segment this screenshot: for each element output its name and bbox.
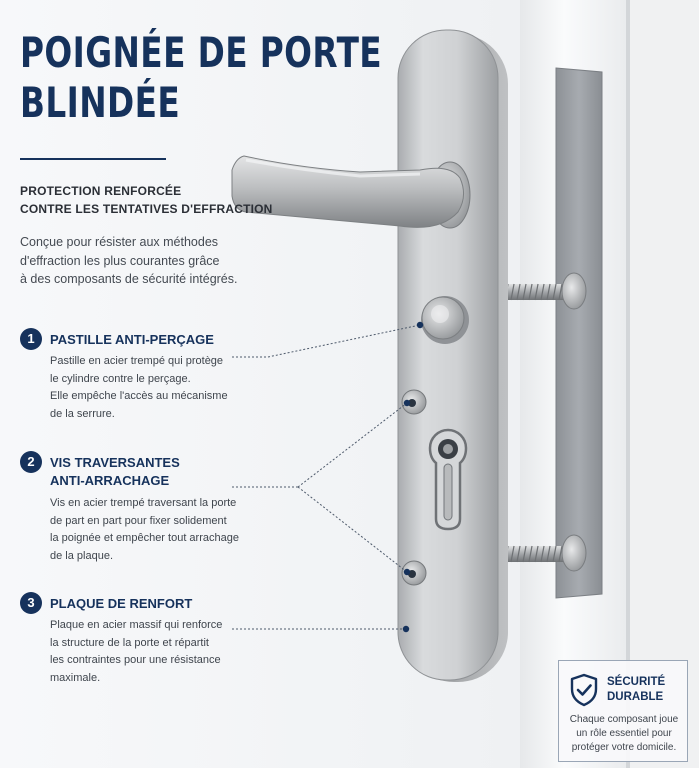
feature-title-line: PASTILLE ANTI-PERÇAGE — [50, 332, 214, 347]
intro-line: à des composants de sécurité intégrés. — [20, 272, 238, 286]
feature-description-line: la poignée et empêcher tout arrachage — [50, 532, 239, 544]
feature-title-line: PLAQUE DE RENFORT — [50, 596, 193, 611]
feature-title — [50, 331, 214, 349]
page-title-line: POIGNÉE DE PORTE — [20, 28, 383, 77]
feature-title — [50, 454, 180, 490]
feature-description-line: Pastille en acier trempé qui protège — [50, 355, 224, 367]
feature-number-badge: 3 — [20, 592, 42, 614]
info-box-description — [567, 713, 681, 755]
page-title-line: BLINDÉE — [20, 78, 181, 127]
feature-description-line: maximale. — [50, 671, 101, 684]
info-box-description-line: Chaque composant joue — [569, 714, 679, 725]
shield-check-icon — [569, 673, 599, 707]
title-divider — [20, 158, 166, 160]
subtitle-line: PROTECTION RENFORCÉE — [20, 184, 182, 198]
info-box-description-line: un rôle essentiel pour — [576, 728, 672, 739]
subtitle-line: CONTRE LES TENTATIVES D'EFFRACTION — [20, 202, 273, 216]
feature-description — [50, 353, 228, 423]
feature-title-line: VIS TRAVERSANTES — [50, 455, 180, 470]
feature-description-line: Elle empêche l'accès au mécanisme — [50, 390, 228, 402]
feature-description-line: de part en part pour fixer solidement — [50, 514, 227, 527]
callout-lines — [232, 325, 420, 629]
feature-description-line: les contraintes pour une résistance — [50, 654, 221, 666]
feature-description-line: la structure de la porte et répartit — [50, 636, 209, 649]
info-box-title-line: SÉCURITÉ — [607, 676, 666, 688]
subtitle — [20, 182, 273, 218]
feature-description-line: Vis en acier trempé traversant la porte — [50, 497, 237, 509]
through-bolt-top — [500, 273, 586, 309]
feature-description — [50, 617, 222, 687]
info-box-title-line: DURABLE — [607, 691, 664, 703]
feature-description-line: de la plaque. — [50, 549, 113, 562]
feature-description-line: de la serrure. — [50, 407, 115, 420]
cylinder-keyhole — [430, 430, 466, 529]
anti-drill-disc — [421, 296, 469, 344]
feature-number-badge: 1 — [20, 328, 42, 350]
info-box-description-line: protéger votre domicile. — [571, 742, 677, 753]
feature-description — [50, 495, 239, 565]
feature-title — [50, 595, 192, 613]
intro-line: d'effraction les plus courantes grâce — [20, 253, 220, 268]
feature-title-line: ANTI-ARRACHAGE — [50, 473, 170, 488]
intro-line: Conçue pour résister aux méthodes — [20, 235, 219, 249]
back-reinforcement-plate — [556, 68, 602, 598]
feature-number-badge: 2 — [20, 451, 42, 473]
feature-description-line: le cylindre contre le perçage. — [50, 372, 191, 385]
info-box-title — [607, 675, 665, 705]
feature-description-line: Plaque en acier massif qui renforce — [50, 619, 223, 631]
page-title — [20, 28, 382, 128]
through-bolt-bottom — [500, 535, 586, 571]
intro-text — [20, 233, 237, 289]
security-info-box — [558, 660, 688, 762]
